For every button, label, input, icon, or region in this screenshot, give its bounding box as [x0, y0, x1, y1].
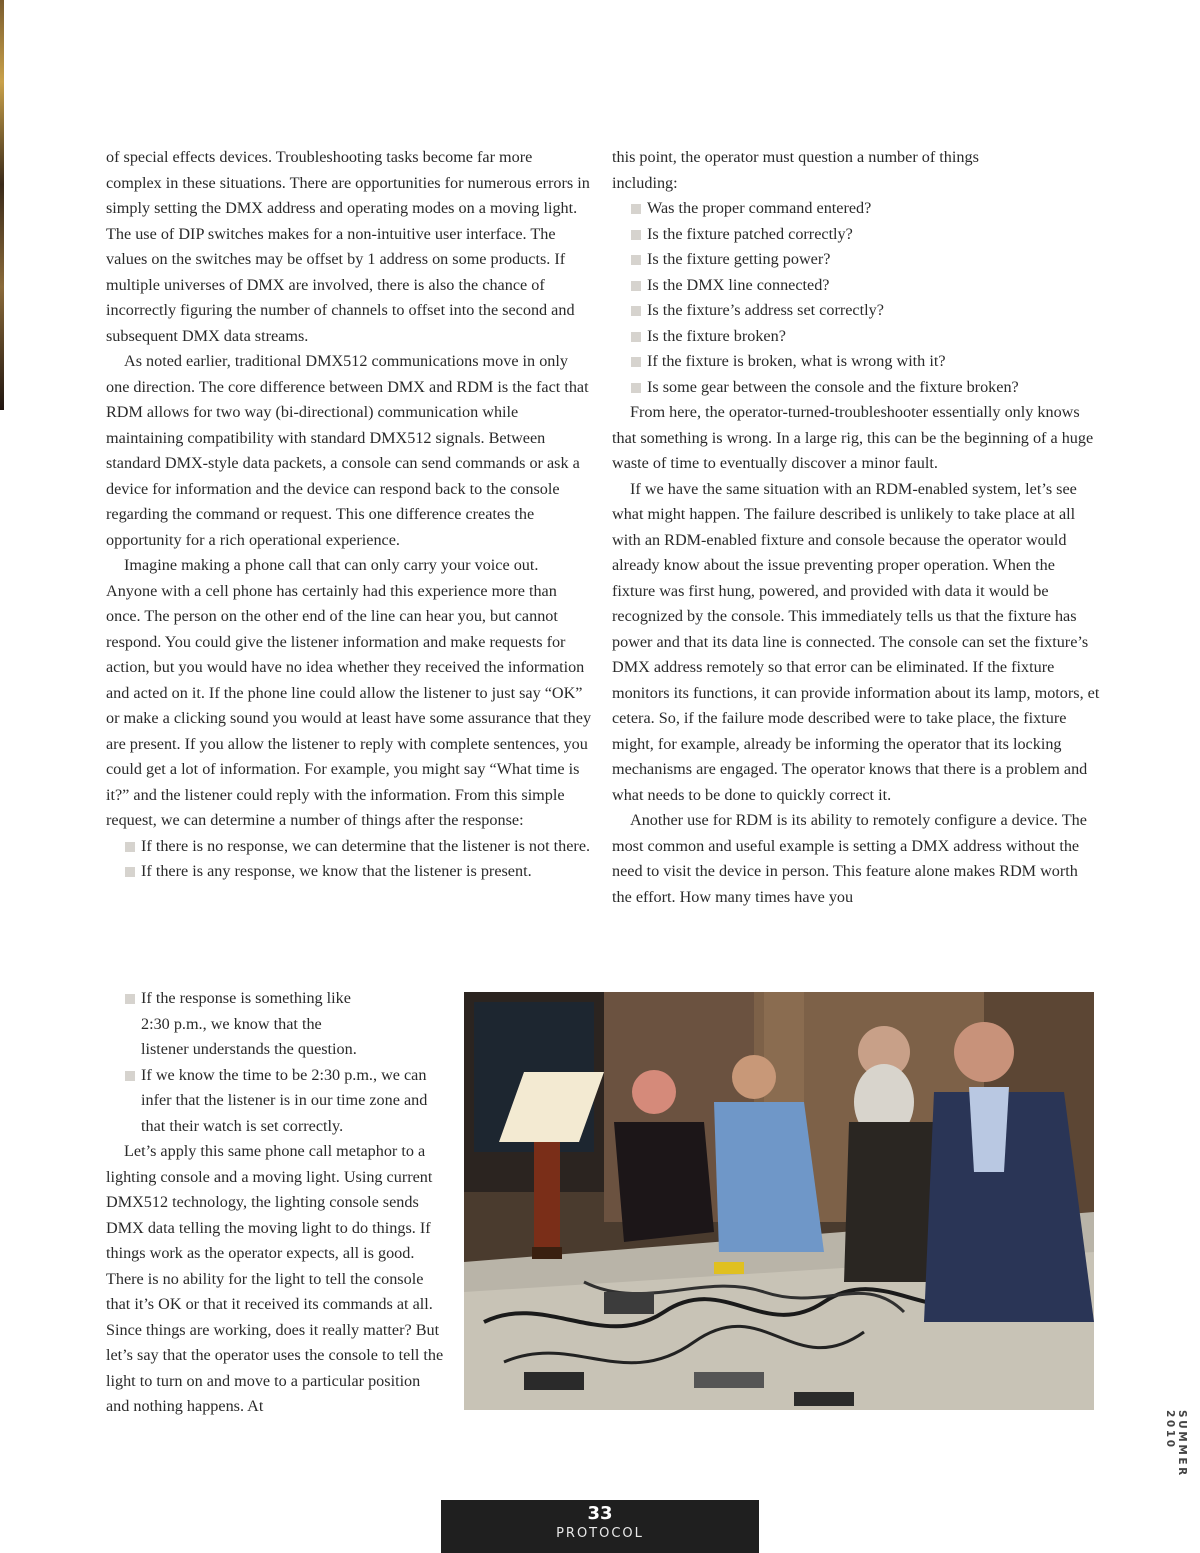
bullet-square-icon — [125, 994, 135, 1004]
bullet-list — [106, 834, 592, 885]
paragraph: As noted earlier, traditional DMX512 communications move in only one direction. The core difference between DMX and RDM is the fact that RDM allows for two way (bi-directional) communication while maintaining compatibility with standard DMX512 signals. Between standard DMX-style data packets, a console can send commands or ask a device for information and the device can respond back to the console regarding the command or request. This one difference creates the opportunity for a rich operational experience. — [106, 352, 589, 549]
article-column-left-top — [106, 145, 592, 885]
bullet-list — [612, 196, 1100, 400]
bullet-list — [106, 986, 446, 1139]
list-item: Is the fixture broken? — [612, 324, 1100, 350]
bullet-square-icon — [631, 306, 641, 316]
list-item: If we know the time to be 2:30 p.m., we can infer that the listener is in our time zone and that their watch is set correctly. — [106, 1063, 446, 1140]
list-item: If there is any response, we know that the listener is present. — [106, 859, 592, 885]
paragraph: Another use for RDM is its ability to remotely configure a device. The most common and useful example is setting a DMX address without the need to visit the device in person. This feature alone makes RDM worth the effort. How many times have you — [612, 811, 1087, 906]
page-number: 33 — [587, 1503, 613, 1524]
article-column-left-bottom — [106, 986, 446, 1420]
paragraph: of special effects devices. Troubleshooting tasks become far more complex in these situations. There are opportunities for numerous errors in simply setting the DMX address and operating modes on a moving light. The use of DIP switches makes for a non-intuitive user interface. The values on the switches may be offset by 1 address on some products. If multiple universes of DMX are involved, there is also the chance of incorrectly figuring the number of channels to offset into the second and subsequent DMX data streams. — [106, 148, 590, 345]
article-photo — [464, 992, 1094, 1410]
bullet-square-icon — [125, 842, 135, 852]
list-item: Is the DMX line connected? — [612, 273, 1100, 299]
bullet-square-icon — [631, 332, 641, 342]
publication-name: PROTOCOL — [556, 1526, 644, 1541]
bullet-square-icon — [125, 867, 135, 877]
bullet-square-icon — [125, 1071, 135, 1081]
issue-label: SUMMER 2010 — [1164, 1410, 1188, 1478]
bullet-square-icon — [631, 383, 641, 393]
bullet-square-icon — [631, 204, 641, 214]
paragraph: From here, the operator-turned-troubleshooter essentially only knows that something is wrong. In a large rig, this can be the beginning of a huge waste of time to eventually discover a minor fault. — [612, 403, 1094, 472]
list-item: If there is no response, we can determine that the listener is not there. — [106, 834, 592, 860]
paragraph: Imagine making a phone call that can only carry your voice out. Anyone with a cell phone has certainly had this experience more than once. The person on the other end of the line can hear you, but cannot respond. You could give the listener information and make requests for action, but you would have no idea whether they received the information and acted on it. If the phone line could allow the listener to just say “OK” or make a clicking sound you would at least have some assurance that they are present. If you allow the listener to reply with complete sentences, you could get a lot of information. For example, you might say “What time is it?” and the listener could reply with the information. From this simple request, we can determine a number of things after the response: — [106, 556, 592, 829]
page-edge-strip — [0, 0, 4, 410]
list-item: Is the fixture’s address set correctly? — [612, 298, 1100, 324]
bullet-square-icon — [631, 357, 641, 367]
list-item: Is the fixture getting power? — [612, 247, 1100, 273]
page-footer — [441, 1500, 759, 1553]
article-column-right — [612, 145, 1100, 910]
list-item: Is some gear between the console and the fixture broken? — [612, 375, 1100, 401]
bullet-square-icon — [631, 255, 641, 265]
list-item: Was the proper command entered? — [612, 196, 1100, 222]
paragraph: this point, the operator must question a number of things including: — [612, 148, 979, 192]
list-item: If the response is something like 2:30 p.m., we know that the listener understands the question. — [106, 986, 371, 1063]
bullet-square-icon — [631, 230, 641, 240]
bullet-square-icon — [631, 281, 641, 291]
photo-illustration — [464, 992, 1094, 1410]
list-item: If the fixture is broken, what is wrong with it? — [612, 349, 1100, 375]
paragraph: If we have the same situation with an RDM-enabled system, let’s see what might happen. The failure described is unlikely to take place at all with an RDM-enabled fixture and console because the operator would already know about the issue preventing proper operation. When the fixture was first hung, powered, and provided with data it would be recognized by the console. This immediately tells us that the fixture has power and that its data line is connected. The console can set the fixture’s DMX address remotely so that error can be eliminated. If the fixture monitors its functions, it can provide information about its lamp, motors, et cetera. So, if the failure mode described were to take place, the fixture might, for example, already be informing the operator that its locking mechanisms are engaged. The operator knows that there is a problem and what needs to be done to quickly correct it. — [612, 479, 1100, 804]
paragraph: Let’s apply this same phone call metaphor to a lighting console and a moving light. Using current DMX512 technology, the lighting console sends DMX data telling the moving light to do things. If things work as the operator expects, all is good. There is no ability for the light to tell the console that it’s OK or that it received its commands at all. Since things are working, does it really matter? But let’s say that the operator uses the console to tell the light to turn on and move to a particular position and nothing happens. At — [106, 1142, 444, 1415]
list-item: Is the fixture patched correctly? — [612, 222, 1100, 248]
